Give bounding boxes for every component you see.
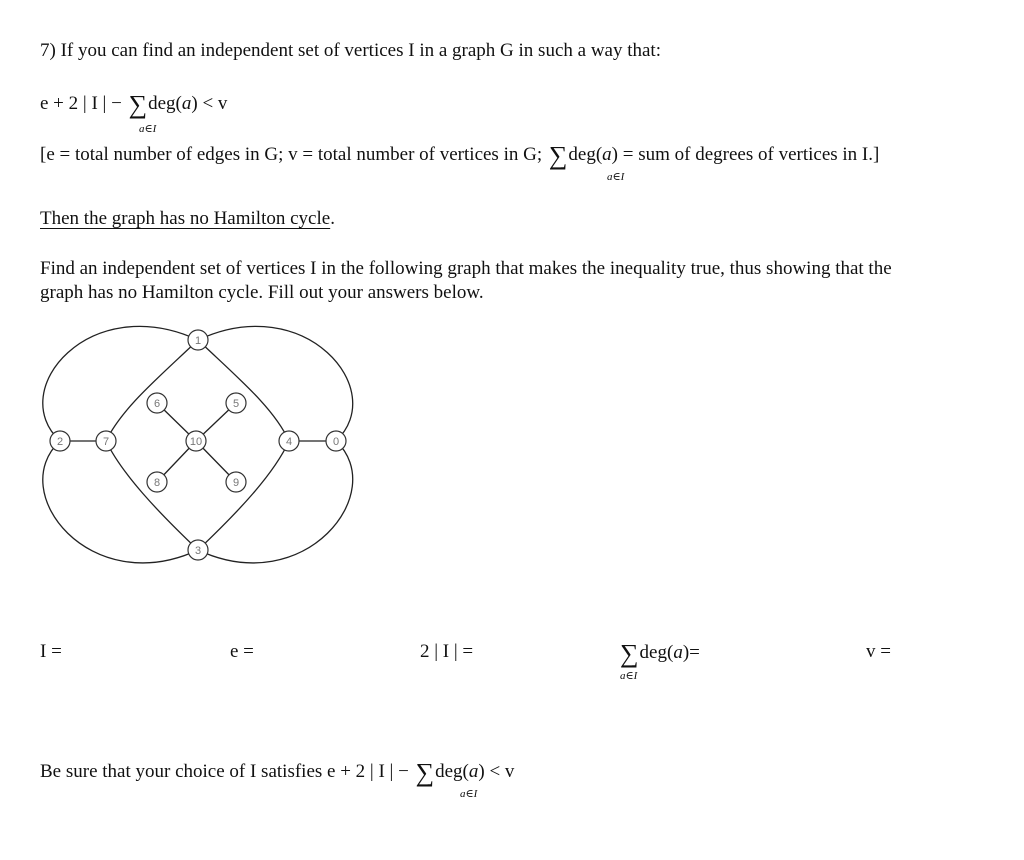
sum-symbol: ∑ bbox=[415, 758, 435, 787]
instructions-line-2: graph has no Hamilton cycle. Fill out your answers below. bbox=[40, 282, 484, 303]
conclusion-text: Then the graph has no Hamilton cycle bbox=[40, 208, 331, 229]
sum-subscript: a∈I bbox=[460, 788, 478, 800]
answer-v-label: v = bbox=[866, 641, 891, 662]
definition-part1: [e = total number of edges in G; v = total number of vertices in G; bbox=[40, 144, 547, 165]
deg-variable: a bbox=[602, 144, 612, 165]
sum-subscript: a∈I bbox=[139, 123, 157, 135]
vertex-label-10: 10 bbox=[189, 436, 203, 448]
sum-subscript: a∈I bbox=[607, 171, 625, 183]
edge-1-7 bbox=[106, 340, 198, 441]
vertex-label-1: 1 bbox=[194, 335, 202, 347]
deg-close: ) bbox=[611, 144, 618, 165]
deg-variable: a bbox=[673, 642, 683, 663]
inequality-lhs: e + 2 | I | − bbox=[40, 93, 127, 114]
deg-close: ) bbox=[478, 761, 485, 782]
vertex-label-9: 9 bbox=[232, 477, 240, 489]
deg-function: deg( bbox=[568, 144, 603, 165]
answer-2I-label: 2 | I | = bbox=[420, 641, 474, 662]
vertex-label-2: 2 bbox=[56, 436, 64, 448]
deg-variable: a bbox=[468, 761, 479, 782]
vertex-label-6: 6 bbox=[153, 398, 161, 410]
inequality-rhs: < v bbox=[197, 93, 228, 114]
edge-arc-2-1 bbox=[43, 326, 198, 441]
sum-symbol: ∑ bbox=[620, 639, 639, 668]
instructions-line-1: Find an independent set of vertices I in the following graph that makes the inequality true, thus showing that the bbox=[40, 258, 892, 279]
answer-e-label: e = bbox=[230, 641, 254, 662]
question-title: 7) If you can find an independent set of vertices I in a graph G in such a way that: bbox=[40, 40, 661, 61]
sum-symbol: ∑ bbox=[548, 141, 568, 170]
footer-text: Be sure that your choice of I satisfies e + 2 | I | − bbox=[40, 761, 414, 782]
deg-close: )= bbox=[682, 642, 700, 663]
vertex-label-0: 0 bbox=[332, 436, 340, 448]
sum-subscript: a∈I bbox=[620, 670, 638, 682]
vertex-label-7: 7 bbox=[102, 436, 110, 448]
deg-function: deg( bbox=[435, 761, 469, 782]
edge-arc-3-0 bbox=[198, 441, 353, 563]
deg-close: ) bbox=[191, 93, 198, 114]
footer-rhs: < v bbox=[484, 761, 515, 782]
sum-symbol: ∑ bbox=[128, 90, 148, 119]
vertex-label-5: 5 bbox=[232, 398, 240, 410]
deg-variable: a bbox=[181, 93, 192, 114]
edge-3-7 bbox=[106, 441, 198, 550]
edge-arc-2-3 bbox=[43, 441, 198, 563]
vertex-label-4: 4 bbox=[285, 436, 293, 448]
deg-function: deg( bbox=[639, 642, 674, 663]
definition-part2: = sum of degrees of vertices in I.] bbox=[618, 144, 880, 165]
deg-function: deg( bbox=[148, 93, 182, 114]
vertex-label-3: 3 bbox=[194, 545, 202, 557]
conclusion-period: . bbox=[330, 208, 335, 229]
answer-sum-deg-label bbox=[618, 641, 700, 667]
vertex-label-8: 8 bbox=[153, 477, 161, 489]
answer-I-label: I = bbox=[40, 641, 62, 662]
edge-arc-1-0 bbox=[198, 326, 353, 441]
footer-reminder bbox=[40, 760, 514, 786]
